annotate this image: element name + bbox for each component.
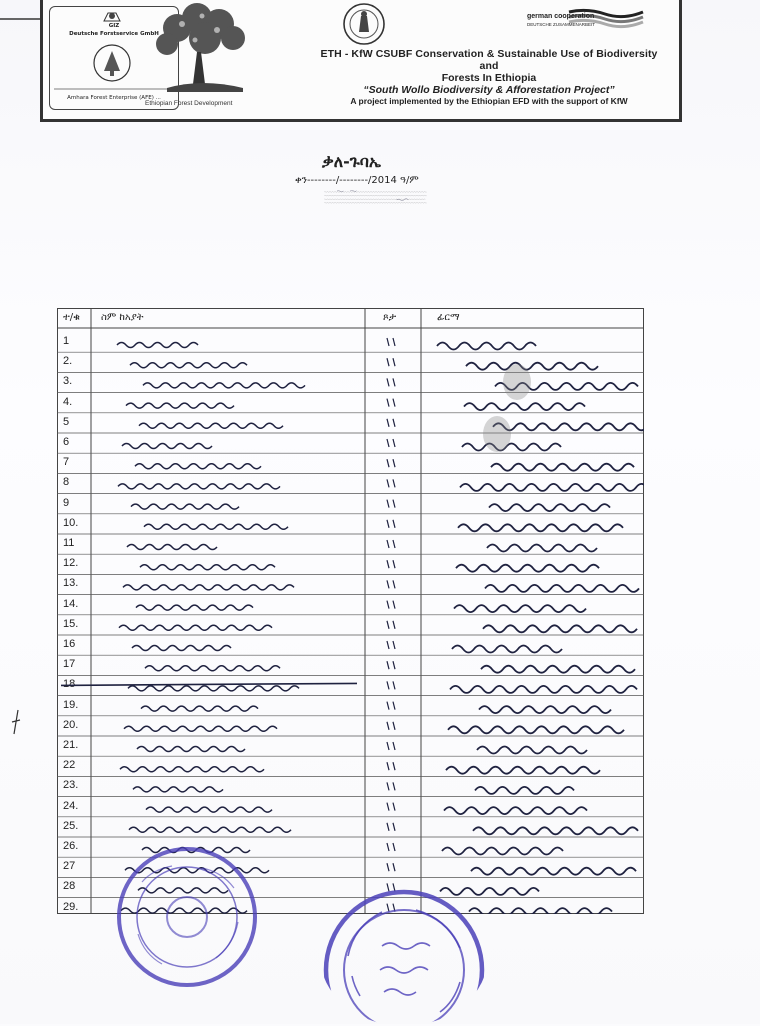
row-number: 10. (63, 516, 79, 529)
german-cooperation-text: german cooperation (527, 13, 595, 20)
handwritten-signature (452, 646, 562, 653)
project-title-line1: ETH - KfW CSUBF Conservation & Sustainable Use of Biodiversity and (320, 48, 658, 72)
sex-mark (387, 419, 395, 427)
handwritten-signature (469, 908, 612, 914)
handwritten-signature (446, 767, 600, 774)
project-implementer: A project implemented by the Ethiopian EFD with the support of KfW (350, 96, 628, 106)
row-number: 28 (63, 880, 76, 893)
handwritten-signature (440, 888, 539, 895)
handwritten-signature (450, 686, 637, 693)
handwritten-signature (466, 363, 598, 370)
tree-logo-icon (147, 2, 257, 100)
strike-through (61, 683, 357, 685)
sex-mark (387, 338, 395, 346)
sex-mark (387, 479, 395, 487)
sex-mark (387, 560, 395, 568)
row-number: 29. (63, 900, 79, 913)
row-number: 14. (63, 597, 79, 610)
sex-mark (387, 358, 395, 366)
row-number: 11 (63, 537, 75, 549)
row-number: 24. (63, 799, 79, 812)
sex-mark (387, 702, 395, 710)
handwritten-name (118, 484, 280, 489)
sex-mark (387, 439, 395, 447)
handwritten-name (141, 706, 258, 711)
row-number: 26. (63, 840, 79, 852)
sex-mark (387, 641, 395, 649)
efd-caption: Ethiopian Forest Development (145, 100, 233, 107)
sex-mark (387, 823, 395, 831)
handwritten-signature (483, 625, 637, 632)
row-number: 4. (63, 395, 73, 408)
sex-mark (387, 782, 395, 790)
handwritten-name (133, 787, 223, 792)
sex-mark (387, 681, 395, 689)
margin-mark (8, 708, 24, 738)
project-title-line2: Forests In Ethiopia (441, 72, 537, 84)
row-number: 6 (63, 436, 70, 448)
row-number: 3. (63, 375, 73, 388)
row-number: 21. (63, 739, 79, 751)
dfs-logo-top: GIZ (108, 23, 120, 29)
handwritten-name (117, 343, 198, 348)
document-title (322, 152, 381, 172)
row-number: 2. (63, 355, 73, 368)
col-header-name: ስም ከአያት (101, 312, 144, 323)
row-number: 18 (63, 678, 76, 691)
handwritten-name (146, 807, 272, 812)
sex-mark (387, 762, 395, 770)
handwritten-name (135, 464, 261, 469)
row-number: 8 (63, 476, 70, 489)
handwritten-name (143, 383, 305, 388)
row-number: 19. (63, 698, 79, 711)
sex-mark (387, 843, 395, 851)
row-number: 1 (63, 335, 70, 347)
handwritten-name (124, 726, 277, 731)
row-number: 25. (63, 819, 79, 832)
project-title-block (315, 48, 663, 106)
handwritten-signature (437, 343, 536, 350)
col-header-no: ተ/ቁ (63, 312, 80, 323)
sex-mark (387, 459, 395, 467)
handwritten-signature (485, 585, 639, 592)
row-number: 23. (63, 779, 79, 792)
handwritten-name (129, 827, 291, 832)
sex-mark (387, 621, 395, 629)
row-number: 7 (63, 456, 70, 469)
handwritten-name (137, 747, 245, 752)
row-number: 13. (63, 577, 79, 590)
row-number: 20. (63, 718, 79, 731)
handwritten-name (119, 625, 272, 630)
dfs-logo-name: Deutsche Forstservice GmbH (69, 31, 159, 37)
scan-corner-mark (0, 0, 42, 20)
col-header-signature: ፊርማ (437, 312, 460, 323)
handwritten-signature (444, 807, 587, 814)
handwritten-signature (460, 484, 644, 491)
handwritten-signature (491, 464, 634, 471)
handwritten-signature (477, 747, 587, 754)
round-stamp-right (320, 886, 488, 1026)
handwritten-name (139, 423, 283, 428)
row-number: 16 (63, 638, 76, 650)
thumbprint (503, 364, 531, 400)
handwritten-signature (493, 423, 644, 430)
sex-mark (387, 540, 395, 548)
handwritten-name (122, 444, 212, 449)
statement-paragraph (38, 190, 718, 206)
handwritten-name (130, 363, 247, 368)
sex-mark (387, 661, 395, 669)
handwritten-name (123, 585, 294, 590)
document-title-text: ቃለ-ጉባኤ (322, 152, 381, 171)
sex-mark (387, 601, 395, 609)
sex-mark (387, 742, 395, 750)
handwritten-signature (481, 666, 635, 673)
sex-mark (387, 399, 395, 407)
handwritten-name (132, 646, 231, 651)
project-subtitle: “South Wollo Biodiversity & Afforestation Project” (363, 84, 615, 96)
handwritten-name (127, 545, 217, 550)
row-number: 22 (63, 759, 76, 772)
letterhead (40, 0, 682, 122)
row-number: 12. (63, 557, 79, 570)
handwritten-signature (448, 726, 624, 733)
handwritten-signature (471, 868, 636, 875)
row-number: 27 (63, 860, 76, 873)
handwritten-signature (473, 827, 638, 834)
document-date: ቀን--------/--------/2014 ዓ/ም (295, 175, 419, 186)
handwriting-layer (57, 308, 644, 914)
row-number: 5 (63, 415, 70, 428)
row-number: 9 (63, 496, 70, 509)
attendance-table (57, 308, 644, 914)
thumbprint (483, 416, 511, 452)
handwritten-name (126, 403, 234, 408)
sex-mark (387, 520, 395, 528)
handwritten-name (131, 504, 239, 509)
german-cooperation-sub: DEUTSCHE ZUSAMMENARBEIT (527, 22, 596, 27)
handwritten-name (140, 565, 275, 570)
handwritten-signature (479, 706, 611, 713)
row-number: 15. (63, 617, 79, 630)
handwritten-name (144, 524, 288, 529)
sex-mark (387, 580, 395, 588)
handwritten-signature (489, 504, 610, 511)
sex-mark (387, 803, 395, 811)
flag-wave-icon (525, 8, 645, 34)
ethiopia-emblem-icon (339, 2, 389, 46)
sex-mark (387, 500, 395, 508)
handwritten-signature (475, 787, 574, 794)
col-header-sex: ጾታ (383, 312, 397, 323)
handwritten-signature (462, 444, 561, 451)
handwritten-signature (464, 403, 585, 410)
handwritten-name (145, 666, 280, 671)
handwritten-signature (456, 565, 599, 572)
sex-mark (387, 722, 395, 730)
row-number: 17 (63, 658, 76, 671)
handwritten-signature (487, 545, 597, 552)
german-cooperation-logo (525, 8, 645, 34)
afe-caption: Amhara Forest Enterprise (AFE) ... (67, 95, 161, 101)
sex-mark (387, 378, 395, 386)
handwritten-name (120, 767, 264, 772)
round-stamp-left (112, 842, 262, 992)
handwritten-signature (454, 605, 586, 612)
handwritten-name (128, 686, 299, 691)
handwritten-name (136, 605, 253, 610)
handwritten-signature (458, 524, 623, 531)
handwritten-signature (442, 848, 563, 855)
sex-mark (387, 863, 395, 871)
